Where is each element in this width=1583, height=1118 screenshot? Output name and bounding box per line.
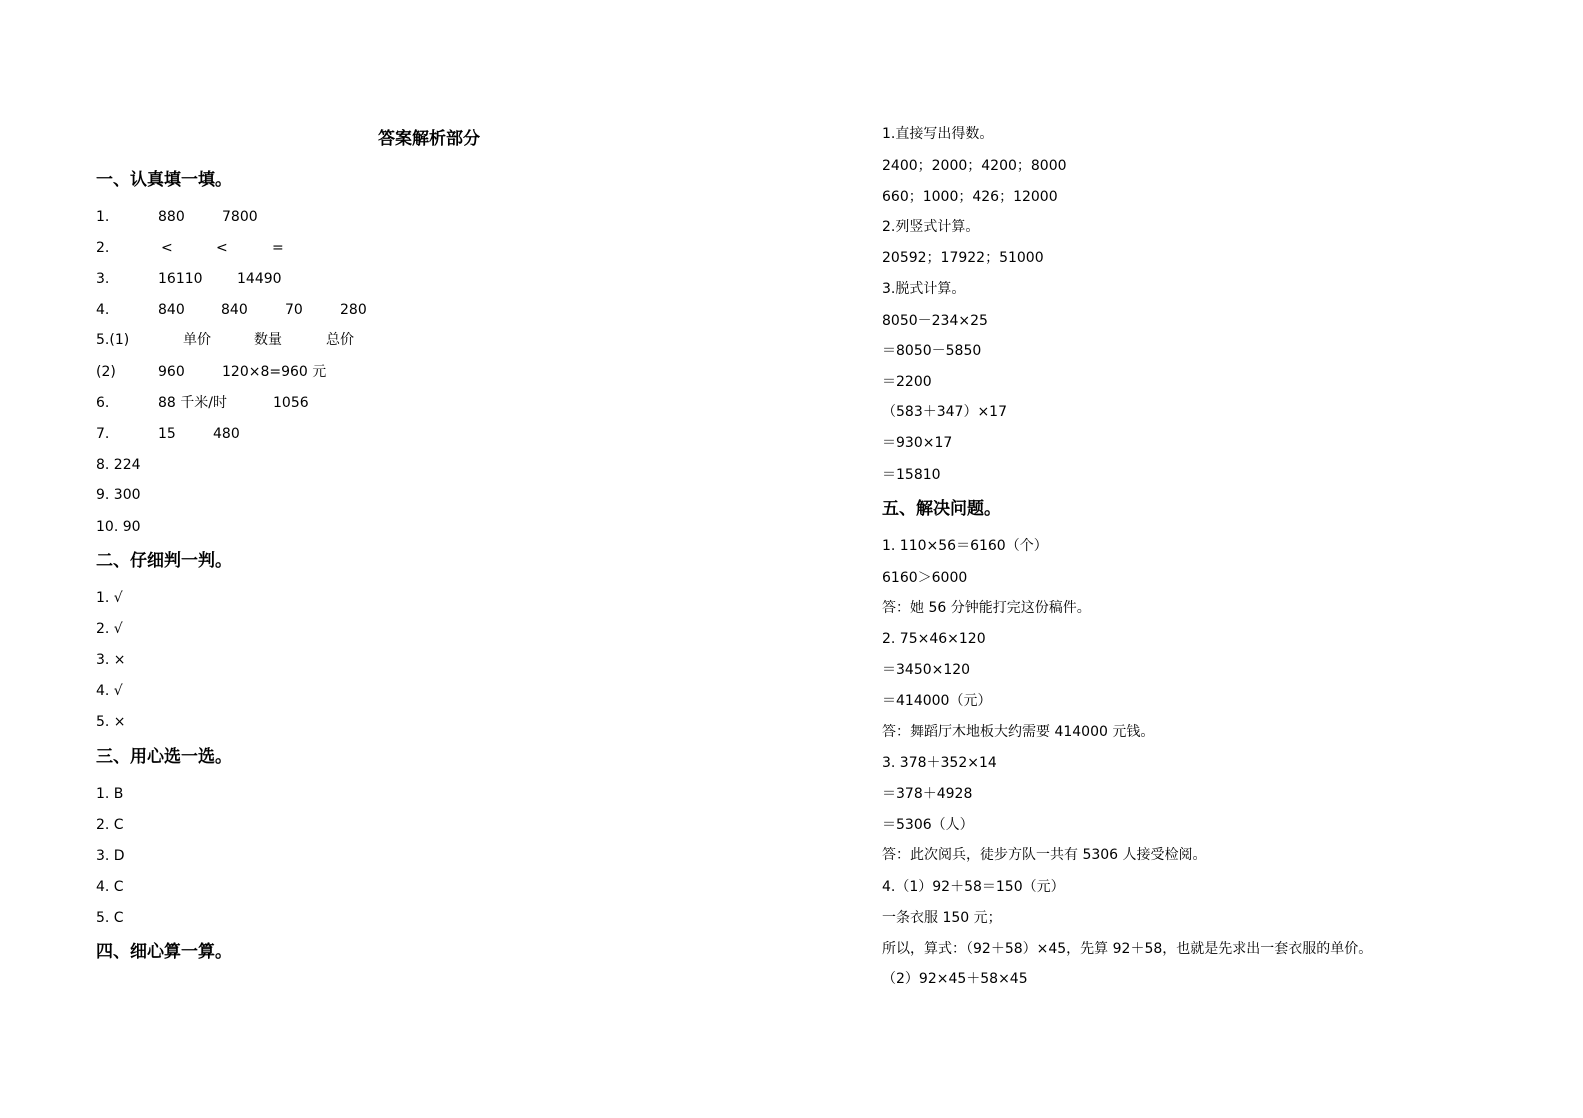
answer-line: ＝15810 bbox=[882, 467, 941, 483]
answer-value: 960 bbox=[158, 364, 185, 380]
section-1-heading: 一、认真填一填。 bbox=[96, 170, 232, 190]
answer-line: （2）92×45＋58×45 bbox=[882, 971, 1028, 987]
answer-value: 880 bbox=[158, 209, 185, 225]
answer-value: < bbox=[216, 240, 228, 256]
answer-value: = bbox=[272, 240, 284, 256]
answer-line: 3. × bbox=[96, 652, 126, 668]
answer-line: 8050－234×25 bbox=[882, 313, 988, 329]
answer-value: 88 千米/时 bbox=[158, 395, 227, 411]
answer-line: 4. C bbox=[96, 879, 124, 895]
answer-line: ＝8050－5850 bbox=[882, 343, 982, 359]
answer-line: 1.直接写出得数。 bbox=[882, 126, 994, 142]
item-number: (2) bbox=[96, 364, 116, 380]
answer-value: < bbox=[161, 240, 173, 256]
item-number: 4. bbox=[96, 302, 110, 318]
answer-line: ＝2200 bbox=[882, 374, 932, 390]
answer-line: 1. B bbox=[96, 786, 124, 802]
answer-value: 14490 bbox=[237, 271, 282, 287]
answer-line: ＝930×17 bbox=[882, 435, 953, 451]
answer-line: 一条衣服 150 元； bbox=[882, 910, 1002, 926]
answer-value: 单价 bbox=[183, 332, 211, 348]
item-number: 1. bbox=[96, 209, 110, 225]
answer-line: 2. C bbox=[96, 817, 124, 833]
answer-line: 答：舞蹈厅木地板大约需要 414000 元钱。 bbox=[882, 724, 1155, 740]
answer-line: 2400；2000；4200；8000 bbox=[882, 158, 1067, 174]
answer-line: 2. 75×46×120 bbox=[882, 631, 986, 647]
answer-value: 16110 bbox=[158, 271, 203, 287]
answer-value: 840 bbox=[221, 302, 248, 318]
answer-line: 8. 224 bbox=[96, 457, 141, 473]
answer-value: 7800 bbox=[222, 209, 258, 225]
answer-value: 1056 bbox=[273, 395, 309, 411]
page-title: 答案解析部分 bbox=[378, 129, 480, 149]
section-3-heading: 三、用心选一选。 bbox=[96, 747, 232, 767]
answer-line: 5. C bbox=[96, 910, 124, 926]
item-number: 2. bbox=[96, 240, 110, 256]
answer-line: 1. 110×56＝6160（个） bbox=[882, 538, 1048, 554]
answer-line: 2.列竖式计算。 bbox=[882, 219, 980, 235]
answer-line: ＝378＋4928 bbox=[882, 786, 973, 802]
answer-line: 3.脱式计算。 bbox=[882, 281, 966, 297]
answer-line: 9. 300 bbox=[96, 487, 141, 503]
answer-value: 总价 bbox=[326, 332, 354, 348]
answer-line: 2. √ bbox=[96, 621, 123, 637]
item-number: 3. bbox=[96, 271, 110, 287]
section-4-heading: 四、细心算一算。 bbox=[96, 942, 232, 962]
answer-line: 4. √ bbox=[96, 683, 123, 699]
answer-line: 20592；17922；51000 bbox=[882, 250, 1044, 266]
item-number: 6. bbox=[96, 395, 110, 411]
answer-line: 所以，算式：（92＋58）×45，先算 92＋58，也就是先求出一套衣服的单价。 bbox=[882, 941, 1373, 957]
answer-line: 10. 90 bbox=[96, 519, 141, 535]
answer-value: 70 bbox=[285, 302, 303, 318]
answer-line: ＝5306（人） bbox=[882, 817, 974, 833]
answer-value: 15 bbox=[158, 426, 176, 442]
answer-line: ＝3450×120 bbox=[882, 662, 971, 678]
answer-line: 答：她 56 分钟能打完这份稿件。 bbox=[882, 600, 1091, 616]
answer-line: （583＋347）×17 bbox=[882, 404, 1007, 420]
answer-line: 3. 378＋352×14 bbox=[882, 755, 997, 771]
item-number: 7. bbox=[96, 426, 110, 442]
item-number: 5.(1) bbox=[96, 332, 130, 348]
answer-value: 840 bbox=[158, 302, 185, 318]
section-5-heading: 五、解决问题。 bbox=[882, 499, 1001, 519]
answer-line: ＝414000（元） bbox=[882, 693, 992, 709]
answer-line: 3. D bbox=[96, 848, 125, 864]
answer-line: 5. × bbox=[96, 714, 126, 730]
answer-value: 480 bbox=[213, 426, 240, 442]
answer-line: 6160＞6000 bbox=[882, 570, 968, 586]
answer-value: 280 bbox=[340, 302, 367, 318]
answer-value: 数量 bbox=[254, 332, 282, 348]
answer-line: 1. √ bbox=[96, 590, 123, 606]
answer-line: 660；1000；426；12000 bbox=[882, 189, 1058, 205]
answer-line: 答：此次阅兵，徒步方队一共有 5306 人接受检阅。 bbox=[882, 847, 1207, 863]
answer-line: 4.（1）92＋58＝150（元） bbox=[882, 879, 1065, 895]
answer-value: 120×8=960 元 bbox=[222, 364, 327, 380]
section-2-heading: 二、仔细判一判。 bbox=[96, 551, 232, 571]
